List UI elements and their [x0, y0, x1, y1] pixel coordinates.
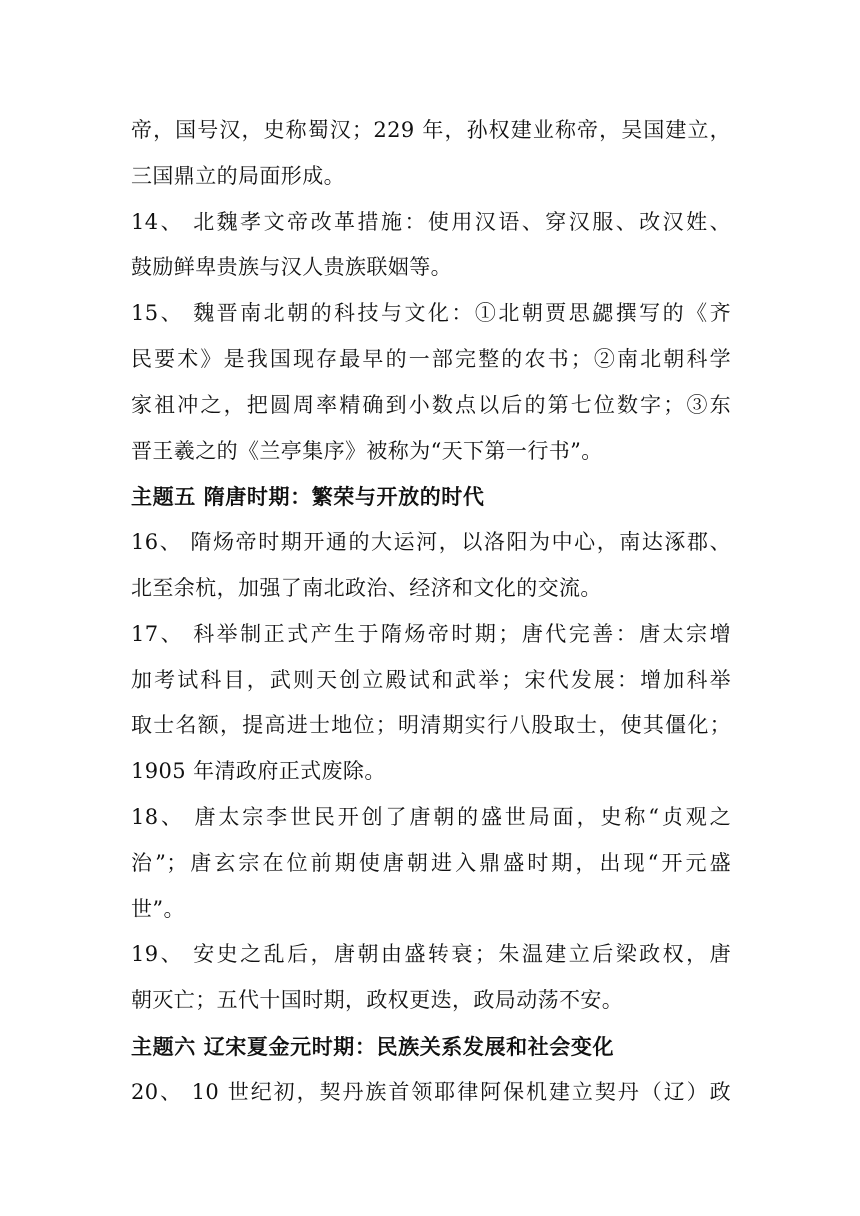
text-line: 20、 10 世纪初，契丹族首领耶律阿保机建立契丹（辽）政 [131, 1079, 731, 1104]
text-line: 帝，国号汉，史称蜀汉；229 年，孙权建业称帝，吴国建立， [131, 118, 731, 142]
text-line: 家祖冲之，把圆周率精确到小数点以后的第七位数字；③东 [131, 392, 731, 417]
text-line: 18、 唐太宗李世民开创了唐朝的盛世局面，史称“贞观之 [131, 804, 731, 829]
section-heading: 主题五 隋唐时期：繁荣与开放的时代 [131, 484, 485, 510]
text-line: 晋王羲之的《兰亭集序》被称为“天下第一行书”。 [131, 438, 603, 463]
text-line: 北至余杭，加强了南北政治、经济和文化的交流。 [131, 575, 602, 600]
text-line: 1905 年清政府正式废除。 [131, 759, 386, 784]
text-line: 朝灭亡；五代十国时期，政权更迭，政局动荡不安。 [131, 988, 624, 1013]
text-line: 15、 魏晋南北朝的科技与文化：①北朝贾思勰撰写的《齐 [131, 301, 731, 326]
text-line: 世”。 [131, 896, 185, 921]
text-line: 17、 科举制正式产生于隋炀帝时期；唐代完善：唐太宗增 [131, 621, 731, 646]
section-heading: 主题六 辽宋夏金元时期：民族关系发展和社会变化 [131, 1033, 615, 1059]
text-line: 治”；唐玄宗在位前期使唐朝进入鼎盛时期，出现“开元盛 [131, 850, 731, 875]
text-line: 取士名额，提高进士地位；明清期实行八股取士，使其僵化； [131, 713, 731, 738]
text-line: 14、 北魏孝文帝改革措施：使用汉语、穿汉服、改汉姓、 [131, 209, 731, 234]
text-line: 16、 隋炀帝时期开通的大运河，以洛阳为中心，南达涿郡、 [131, 530, 731, 555]
text-line: 加考试科目，武则天创立殿试和武举；宋代发展：增加科举 [131, 667, 731, 692]
text-line: 三国鼎立的局面形成。 [131, 163, 345, 188]
text-line: 民要术》是我国现存最早的一部完整的农书；②南北朝科学 [131, 346, 731, 371]
document-page [131, 108, 731, 1116]
text-line: 鼓励鲜卑贵族与汉人贵族联姻等。 [131, 255, 452, 280]
text-line: 19、 安史之乱后，唐朝由盛转衰；朱温建立后梁政权，唐 [131, 942, 731, 967]
